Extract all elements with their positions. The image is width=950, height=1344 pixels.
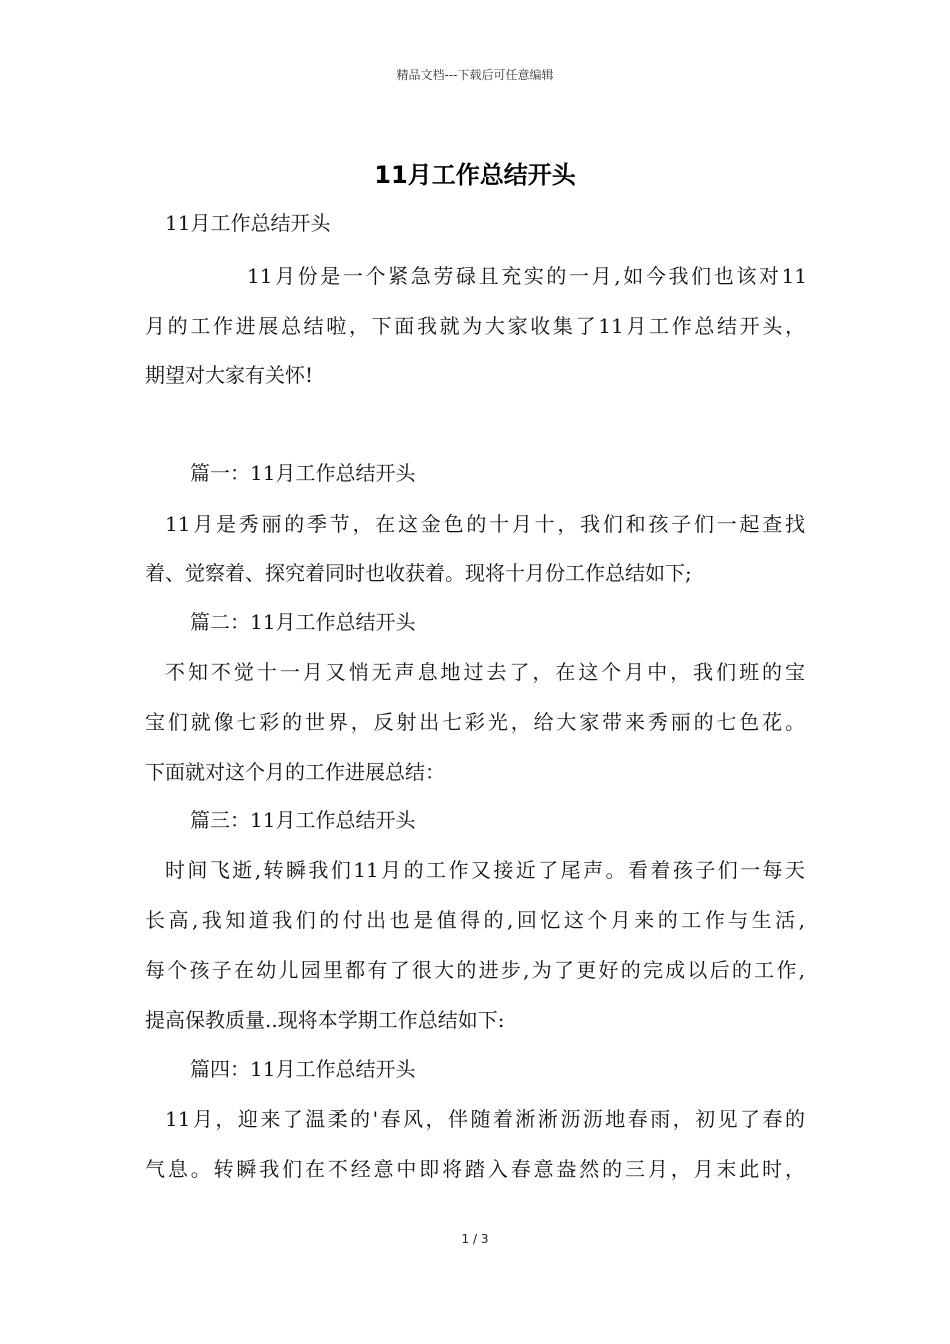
section-heading-4: 篇四：11月工作总结开头: [190, 1057, 416, 1081]
section-3-line-4: 提高保教质量..现将本学期工作总结如下:: [145, 1008, 505, 1032]
section-1-line-1: 11月是秀丽的季节，在这金色的十月十，我们和孩子们一起查找: [165, 512, 805, 536]
section-1-line-2: 着、觉察着、探究着同时也收获着。现将十月份工作总结如下;: [145, 561, 692, 585]
intro-line-3: 期望对大家有关怀!: [145, 363, 314, 387]
section-3-line-2: 长高,我知道我们的付出也是值得的,回忆这个月来的工作与生活,: [145, 908, 805, 932]
section-2-line-3: 下面就对这个月的工作进展总结：: [145, 760, 445, 784]
section-4-line-1: 11月，迎来了温柔的'春风，伴随着淅淅沥沥地春雨，初见了春的: [165, 1107, 805, 1131]
section-4-line-2: 气息。转瞬我们在不经意中即将踏入春意盎然的三月，月末此时，: [145, 1157, 805, 1181]
document-title: 11月工作总结开头: [374, 161, 576, 189]
document-subtitle: 11月工作总结开头: [165, 211, 331, 235]
section-heading-3: 篇三：11月工作总结开头: [190, 808, 416, 832]
section-heading-2: 篇二：11月工作总结开头: [190, 610, 416, 634]
section-3-line-1: 时间飞逝,转瞬我们11月的工作又接近了尾声。看着孩子们一每天: [165, 858, 805, 882]
intro-line-1: 11月份是一个紧急劳碌且充实的一月,如今我们也该对11: [247, 264, 807, 288]
page-number: 1 / 3: [461, 1232, 489, 1246]
section-2-line-1: 不知不觉十一月又悄无声息地过去了，在这个月中，我们班的宝: [165, 660, 805, 684]
section-3-line-3: 每个孩子在幼儿园里都有了很大的进步,为了更好的完成以后的工作,: [145, 958, 805, 982]
section-2-line-2: 宝们就像七彩的世界，反射出七彩光，给大家带来秀丽的七色花。: [145, 710, 805, 734]
section-heading-1: 篇一：11月工作总结开头: [190, 461, 416, 485]
intro-line-2: 月的工作进展总结啦，下面我就为大家收集了11月工作总结开头，: [145, 314, 805, 338]
page-header: 精品文档---下载后可任意编辑: [396, 68, 554, 82]
